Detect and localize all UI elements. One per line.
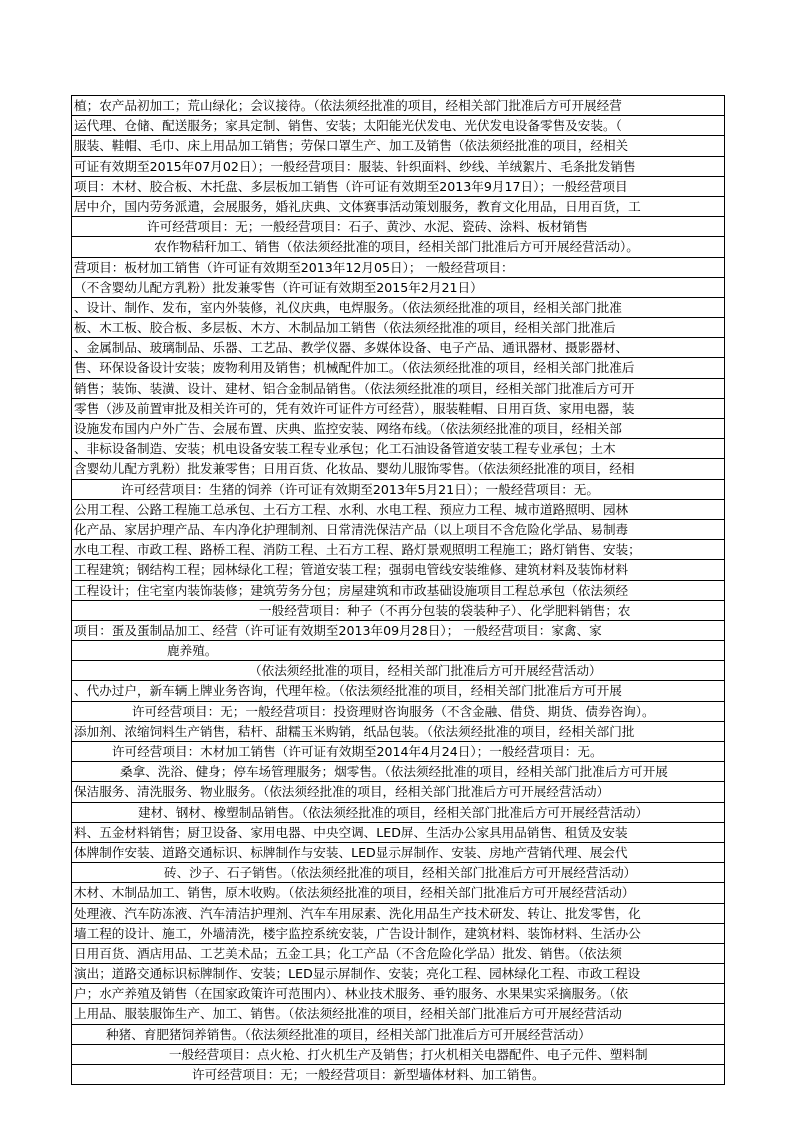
table-row: 项目：蛋及蛋制品加工、经营（许可证有效期至2013年09月28日）； 一般经营项目：家禽、家 (72, 621, 724, 641)
table-row: 、代办过户，新车辆上牌业务咨询，代理年检。（依法须经批准的项目，经相关部门批准后方可开展 (72, 681, 724, 701)
table-row: 一般经营项目：种子（不再分包装的袋装种子）、化学肥料销售；农 (72, 601, 724, 621)
table-row: 一般经营项目：点火枪、打火机生产及销售；打火机相关电器配件、电子元件、塑料制 (72, 1045, 724, 1065)
table-row: 板、木工板、胶合板、多层板、木方、木制品加工销售（依法须经批准的项目，经相关部门批准后 (72, 318, 724, 338)
table-row: 工程设计；住宅室内装饰装修；建筑劳务分包；房屋建筑和市政基础设施项目工程总承包（依法须经 (72, 581, 724, 601)
table-row: 、设计、制作、发布，室内外装修，礼仪庆典，电焊服务。（依法须经批准的项目，经相关部门批准 (72, 298, 724, 318)
table-row: 许可经营项目：无；一般经营项目：新型墙体材料、加工销售。 (72, 1065, 724, 1085)
table-row: （依法须经批准的项目，经相关部门批准后方可开展经营活动） (72, 661, 724, 681)
table-row: 零售（涉及前置审批及相关许可的，凭有效许可证件方可经营），服装鞋帽、日用百货、家用电器，装 (72, 399, 724, 419)
table-row: 体牌制作安装、道路交通标识、标牌制作与安装、LED显示屏制作、安装、房地产营销代理、展会代 (72, 843, 724, 863)
table-row: 许可经营项目：木材加工销售（许可证有效期至2014年4月24日）；一般经营项目：无。 (72, 742, 724, 762)
table-row: 农作物秸秆加工、销售（依法须经批准的项目，经相关部门批准后方可开展经营活动）。 (72, 237, 724, 257)
table-row: 运代理、仓储、配送服务；家具定制、销售、安装；太阳能光伏发电、光伏发电设备零售及安装。（ (72, 116, 724, 136)
table-row: 项目：木材、胶合板、木托盘、多层板加工销售（许可证有效期至2013年9月17日）；一般经营项目 (72, 177, 724, 197)
table-row: 墙工程的设计、施工，外墙清洗，楼宇监控系统安装，广告设计制作，建筑材料、装饰材料、生活办公 (72, 924, 724, 944)
scope-table (71, 95, 725, 1085)
table-row: 上用品、服装服饰生产、加工、销售。（依法须经批准的项目，经相关部门批准后方可开展经营活动 (72, 1004, 724, 1024)
table-row: 砖、沙子、石子销售。（依法须经批准的项目，经相关部门批准后方可开展经营活动） (72, 863, 724, 883)
table-row: 售、环保设备设计安装；废物利用及销售；机械配件加工。（依法须经批准的项目，经相关部门批准后 (72, 358, 724, 378)
table-row: 许可经营项目：无；一般经营项目：投资理财咨询服务（不含金融、借贷、期货、债券咨询）。 (72, 702, 724, 722)
table-row: 日用百货、酒店用品、工艺美术品；五金工具；化工产品（不含危险化学品）批发、销售。（依法须 (72, 944, 724, 964)
table-row: 添加剂、浓缩饲料生产销售，秸杆、甜糯玉米购销，纸品包装。（依法须经批准的项目，经相关部门批 (72, 722, 724, 742)
table-row: 销售；装饰、装潢、设计、建材、铝合金制品销售。（依法须经批准的项目，经相关部门批准后方可开 (72, 379, 724, 399)
table-row: 保洁服务、清洗服务、物业服务。（依法须经批准的项目，经相关部门批准后方可开展经营活动） (72, 782, 724, 802)
table-row: 、金属制品、玻璃制品、乐器、工艺品、教学仪器、多媒体设备、电子产品、通讯器材、摄影器材、 (72, 338, 724, 358)
table-row: 建材、钢材、橡塑制品销售。（依法须经批准的项目，经相关部门批准后方可开展经营活动） (72, 803, 724, 823)
table-row: 居中介，国内劳务派遣，会展服务，婚礼庆典、文体赛事活动策划服务，教育文化用品，日用百货，工 (72, 197, 724, 217)
table-row: 处理液、汽车防冻液、汽车清洁护理剂、汽车车用尿素、洗化用品生产技术研发、转让、批发零售，化 (72, 904, 724, 924)
table-row: 水电工程、市政工程、路桥工程、消防工程、土石方工程、路灯景观照明工程施工；路灯销售、安装； (72, 540, 724, 560)
table-row: 含婴幼儿配方乳粉）批发兼零售；日用百货、化妆品、婴幼儿服饰零售。（依法须经批准的项目，经相 (72, 459, 724, 479)
table-row: 桑拿、洗浴、健身；停车场管理服务；烟零售。（依法须经批准的项目，经相关部门批准后方可开展 (72, 762, 724, 782)
table-row: 许可经营项目：生猪的饲养（许可证有效期至2013年5月21日）；一般经营项目：无。 (72, 480, 724, 500)
table-row: 公用工程、公路工程施工总承包、土石方工程、水利、水电工程、预应力工程、城市道路照明、园林 (72, 500, 724, 520)
table-row: 设施发布国内户外广告、会展布置、庆典、监控安装、网络布线。（依法须经批准的项目，经相关部 (72, 419, 724, 439)
table-row: 、非标设备制造、安装；机电设备安装工程专业承包；化工石油设备管道安装工程专业承包；土木 (72, 439, 724, 459)
table-row: 化产品、家居护理产品、车内净化护理制剂、日常清洗保洁产品（以上项目不含危险化学品、易制毒 (72, 520, 724, 540)
table-row: 鹿养殖。 (72, 641, 724, 661)
table-row: 演出；道路交通标识标牌制作、安装；LED显示屏制作、安装；亮化工程、园林绿化工程、市政工程设 (72, 964, 724, 984)
table-row: 工程建筑；钢结构工程；园林绿化工程；管道安装工程；强弱电管线安装维修、建筑材料及装饰材料 (72, 560, 724, 580)
table-row: 可证有效期至2015年07月02日）；一般经营项目：服装、针织面料、纱线、羊绒絮片、毛条批发销售 (72, 157, 724, 177)
table-row: 许可经营项目：无；一般经营项目：石子、黄沙、水泥、瓷砖、涂料、板材销售 (72, 217, 724, 237)
table-row: 植；农产品初加工；荒山绿化；会议接待。（依法须经批准的项目，经相关部门批准后方可开展经营 (72, 96, 724, 116)
table-row: 木材、木制品加工、销售，原木收购。（依法须经批准的项目，经相关部门批准后方可开展经营活动） (72, 883, 724, 903)
table-row: 户；水产养殖及销售（在国家政策许可范围内）、林业技术服务、垂钓服务、水果果实采摘服务。（依 (72, 984, 724, 1004)
table-row: （不含婴幼儿配方乳粉）批发兼零售（许可证有效期至2015年2月21日） (72, 278, 724, 298)
table-row: 营项目：板材加工销售（许可证有效期至2013年12月05日）； 一般经营项目： (72, 258, 724, 278)
table-row: 料、五金材料销售；厨卫设备、家用电器、中央空调、LED屏、生活办公家具用品销售、租赁及安装 (72, 823, 724, 843)
table-row: 服装、鞋帽、毛巾、床上用品加工销售；劳保口罩生产、加工及销售（依法须经批准的项目，经相关 (72, 136, 724, 156)
table-row: 种猪、育肥猪饲养销售。（依法须经批准的项目，经相关部门批准后方可开展经营活动） (72, 1025, 724, 1045)
